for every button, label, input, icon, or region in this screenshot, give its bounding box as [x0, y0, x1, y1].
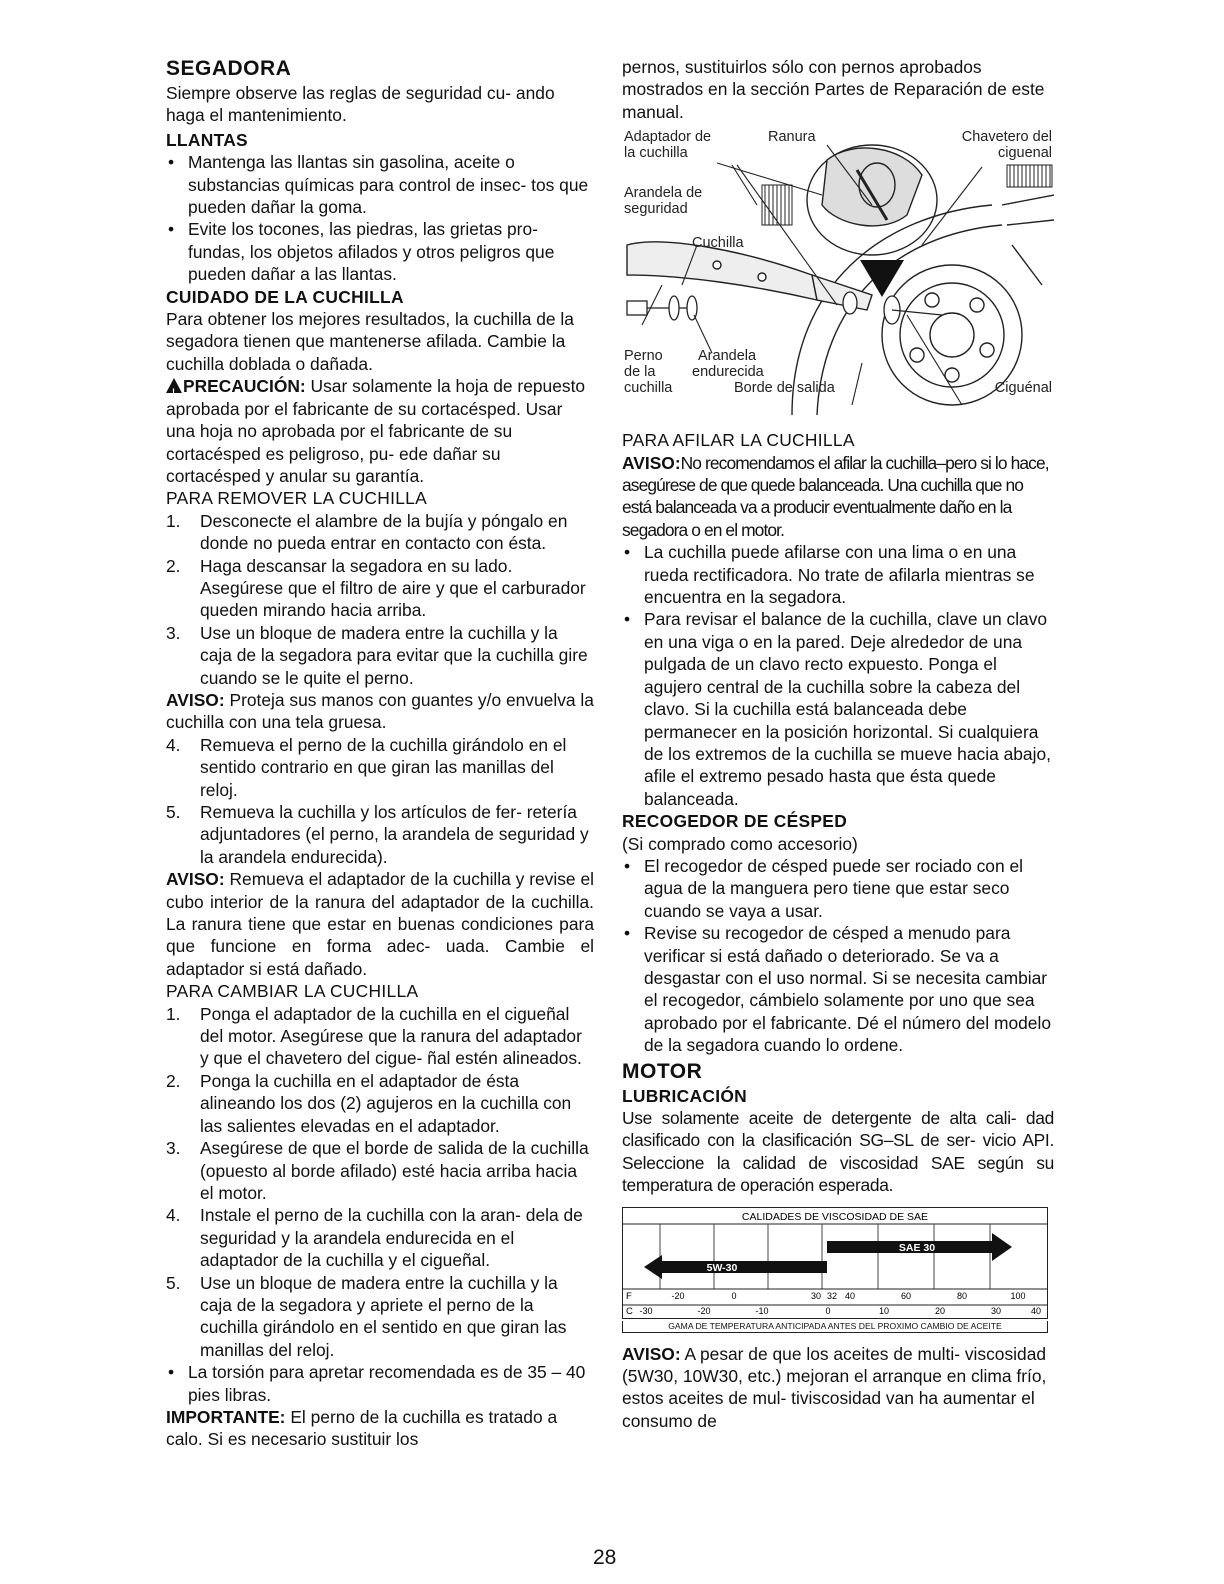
label-ranura: Ranura: [768, 129, 816, 146]
label-borde-salida: Borde de salida: [734, 380, 835, 397]
list-item: 2. Haga descansar la segadora en su lado. Asegúrese que el filtro de aire y que el carburador queden mirando hacia arriba.: [166, 555, 586, 621]
right-column: [622, 56, 1054, 1432]
c-tick: 0: [825, 1305, 831, 1316]
label-ciguenal: Ciguénal: [994, 380, 1052, 397]
c-tick: 10: [878, 1305, 890, 1316]
label-arandela-endurecida: Arandela: [698, 348, 757, 365]
aviso-paragraph: AVISO: Remueva el adaptador de la cuchilla y revise el cubo interior de la ranura del adaptador de la cuchilla. La ranura tiene que estar en buenas condiciones para que funcione en forma adec- uada. Cambie el adaptador si está dañado.: [166, 869, 594, 979]
aviso-final-paragraph: AVISO: A pesar de que los aceites de multi- viscosidad (5W30, 10W30, etc.) mejoran el arranque en clima frío, estos aceites de mul- tiviscosidad van ha aumentar el consumo de: [622, 1343, 1047, 1431]
list-item: 2. Ponga la cuchilla en el adaptador de ésta alineando los dos (2) agujeros en la cuchilla con las salientes elevadas en el adaptador.: [166, 1070, 572, 1136]
visc-footer: GAMA DE TEMPERATURA ANTICIPADA ANTES DEL PROXIMO CAMBIO DE ACEITE: [622, 1321, 1048, 1333]
f-tick: 32: [826, 1290, 838, 1301]
list-item: • El recogedor de césped puede ser rociado con el agua de la manguera pero tiene que estar seco cuando se vaya a usar.: [624, 855, 1023, 921]
motor-heading: MOTOR: [622, 1059, 703, 1083]
label-chavetero: ciguenal: [997, 145, 1052, 162]
list-item: 3. Asegúrese de que el borde de salida de la cuchilla (opuesto al borde afilado) esté hacia arriba hacia el motor.: [166, 1138, 589, 1203]
list-item: 4. Remueva el perno de la cuchilla girándolo en el sentido contrario en que giran las manillas del reloj.: [166, 734, 567, 800]
f-tick: 80: [956, 1290, 968, 1301]
f-tick: 0: [731, 1290, 737, 1301]
lubricacion-text: Use solamente aceite de detergente de alta cali- dad clasificado con la clasificación SG–SL de ser- vicio API. Seleccione la calidad de viscosidad SAE según su temperatura de operación esperada.: [622, 1108, 1054, 1196]
list-item: 3. Use un bloque de madera entre la cuchilla y la caja de la segadora para evitar que la cuchilla gire cuando se le quite el perno.: [166, 622, 588, 688]
label-perno: cuchilla: [624, 380, 673, 397]
remover-heading: PARA REMOVER LA CUCHILLA: [166, 488, 428, 509]
precaucion-label: PRECAUCIÓN:: [183, 376, 306, 397]
list-item: 1. Desconecte el alambre de la bujía y póngalo en donde no pueda entrar en contacto con ésta.: [166, 510, 568, 554]
list-item: 1. Ponga el adaptador de la cuchilla en el cigueñal del motor. Asegúrese que la ranura del adaptador y que el chavetero del cigue- ñal estén alineados.: [166, 1003, 582, 1069]
cuidado-heading: CUIDADO DE LA CUCHILLA: [166, 286, 404, 307]
recogedor-sub: (Si comprado como accesorio): [622, 833, 858, 854]
lubricacion-heading: LUBRICACIÓN: [622, 1085, 748, 1106]
label-perno: Perno: [624, 348, 663, 365]
label-cuchilla: Cuchilla: [692, 235, 744, 252]
c-tick: 40: [1030, 1305, 1042, 1316]
f-axis-label: F: [626, 1290, 632, 1302]
sae30-label: SAE 30: [898, 1241, 936, 1254]
list-item: • Evite los tocones, las piedras, las grietas pro- fundas, los objetos afilados y otros peligros que pueden dañar a las llantas.: [168, 219, 555, 285]
segadora-intro: Siempre observe las reglas de seguridad cu- ando haga el mantenimiento.: [166, 83, 555, 126]
precaucion-paragraph: ! PRECAUCIÓN: Usar solamente la hoja de repuesto aprobada por el fabricante de su cortacésped. Usar una hoja no aprobada por el fabricante de su cortacésped es peligroso, pu- ede dañar su cortacésped y anular su garantía.: [166, 376, 586, 486]
list-item: 4. Instale el perno de la cuchilla con la aran- dela de seguridad y la arandela endurecida en el adaptador de la cuchilla y el cigueñal.: [166, 1205, 583, 1271]
f-tick: -20: [671, 1290, 685, 1301]
list-item: • Mantenga las llantas sin gasolina, aceite o substancias químicas para control de insec- tos que pueden dañar la goma.: [168, 152, 589, 218]
label-arandela-seguridad: seguridad: [624, 201, 688, 218]
segadora-heading: SEGADORA: [166, 57, 292, 80]
c-tick: -10: [755, 1305, 769, 1316]
list-item: • La cuchilla puede afilarse con una lima o en una rueda rectificadora. No trate de afilarla mientras se encuentra en la segadora.: [624, 542, 1035, 608]
afilar-aviso: AVISO:No recomendamos el afilar la cuchilla–pero si lo hace, asegúrese de que quede balanceada. Una cuchilla que no está balanceada va a producir eventualmente daño en la segadora o en el motor.: [622, 452, 1049, 540]
label-perno: de la: [624, 364, 656, 381]
importante-paragraph: IMPORTANTE: El perno de la cuchilla es tratado a calo. Si es necesario sustituir los: [166, 1406, 558, 1450]
5w30-label: 5W-30: [706, 1261, 738, 1274]
continued-text: pernos, sustituirlos sólo con pernos aprobados mostrados en la sección Partes de Reparación de este manual.: [622, 57, 1045, 122]
page-number: 28: [593, 1546, 617, 1569]
viscosity-chart: [622, 1207, 1048, 1319]
f-tick: 60: [900, 1290, 912, 1301]
cambiar-heading: PARA CAMBIAR LA CUCHILLA: [166, 981, 419, 1002]
c-tick: -20: [697, 1305, 711, 1316]
afilar-heading: PARA AFILAR LA CUCHILLA: [622, 430, 855, 451]
label-arandela-seguridad: Arandela de: [624, 185, 703, 202]
blade-assembly-diagram: [622, 125, 1054, 415]
left-column: [166, 56, 594, 1451]
recogedor-heading: RECOGEDOR DE CÉSPED: [622, 811, 848, 832]
label-adaptador: Adaptador de: [624, 129, 712, 146]
c-tick: 30: [990, 1305, 1002, 1316]
visc-title: CALIDADES DE VISCOSIDAD DE SAE: [741, 1210, 929, 1223]
aviso-paragraph: AVISO: Proteja sus manos con guantes y/o envuelva la cuchilla con una tela gruesa.: [166, 689, 594, 733]
f-tick: 100: [1010, 1290, 1026, 1301]
f-tick: 40: [844, 1290, 856, 1301]
list-item: • Revise su recogedor de césped a menudo para verificar si está dañado o deteriorado. Se va a desgastar con el uso normal. Si se necesita cambiar el recogedor, cámbielo solamente por uno que sea aprobado por el fabricante. Dé el número del modelo de la segadora cuando lo ordene.: [624, 923, 1051, 1056]
c-tick: -30: [639, 1305, 653, 1316]
cuidado-text: Para obtener los mejores resultados, la cuchilla de la segadora tienen que mantenerse afilada. Cambie la cuchilla doblada o dañada.: [166, 309, 574, 374]
warning-icon: !: [166, 378, 182, 393]
label-adaptador: la cuchilla: [624, 145, 688, 162]
c-tick: 20: [934, 1305, 946, 1316]
list-item: 5. Remueva la cuchilla y los artículos de fer- retería adjuntadores (el perno, la arandela de seguridad y la arandela endurecida).: [166, 802, 589, 867]
label-arandela-endurecida: endurecida: [692, 364, 764, 381]
list-item: • Para revisar el balance de la cuchilla, clave un clavo en una viga o en la pared. Deje alrededor de una pulgada de un clavo recto expuesto. Ponga el agujero central de la cuchilla sobre la cabeza del clavo. Si la cuchilla está balanceada debe permanecer en la posición horizontal. Si cualquiera de los extremos de la cuchilla se mueve hacia abajo, afile el extremo pesado hasta que ésta quede balanceada.: [624, 609, 1051, 809]
label-chavetero: Chavetero del: [961, 129, 1052, 146]
f-tick: 30: [810, 1290, 822, 1301]
list-item: 5. Use un bloque de madera entre la cuchilla y la caja de la segadora y apriete el perno de la cuchilla girándolo en el sentido en que giran las manillas del reloj.: [166, 1272, 567, 1360]
llantas-heading: LLANTAS: [166, 129, 248, 150]
c-axis-label: C: [626, 1305, 633, 1317]
list-item: • La torsión para apretar recomendada es de 35 – 40 pies libras.: [168, 1362, 586, 1405]
